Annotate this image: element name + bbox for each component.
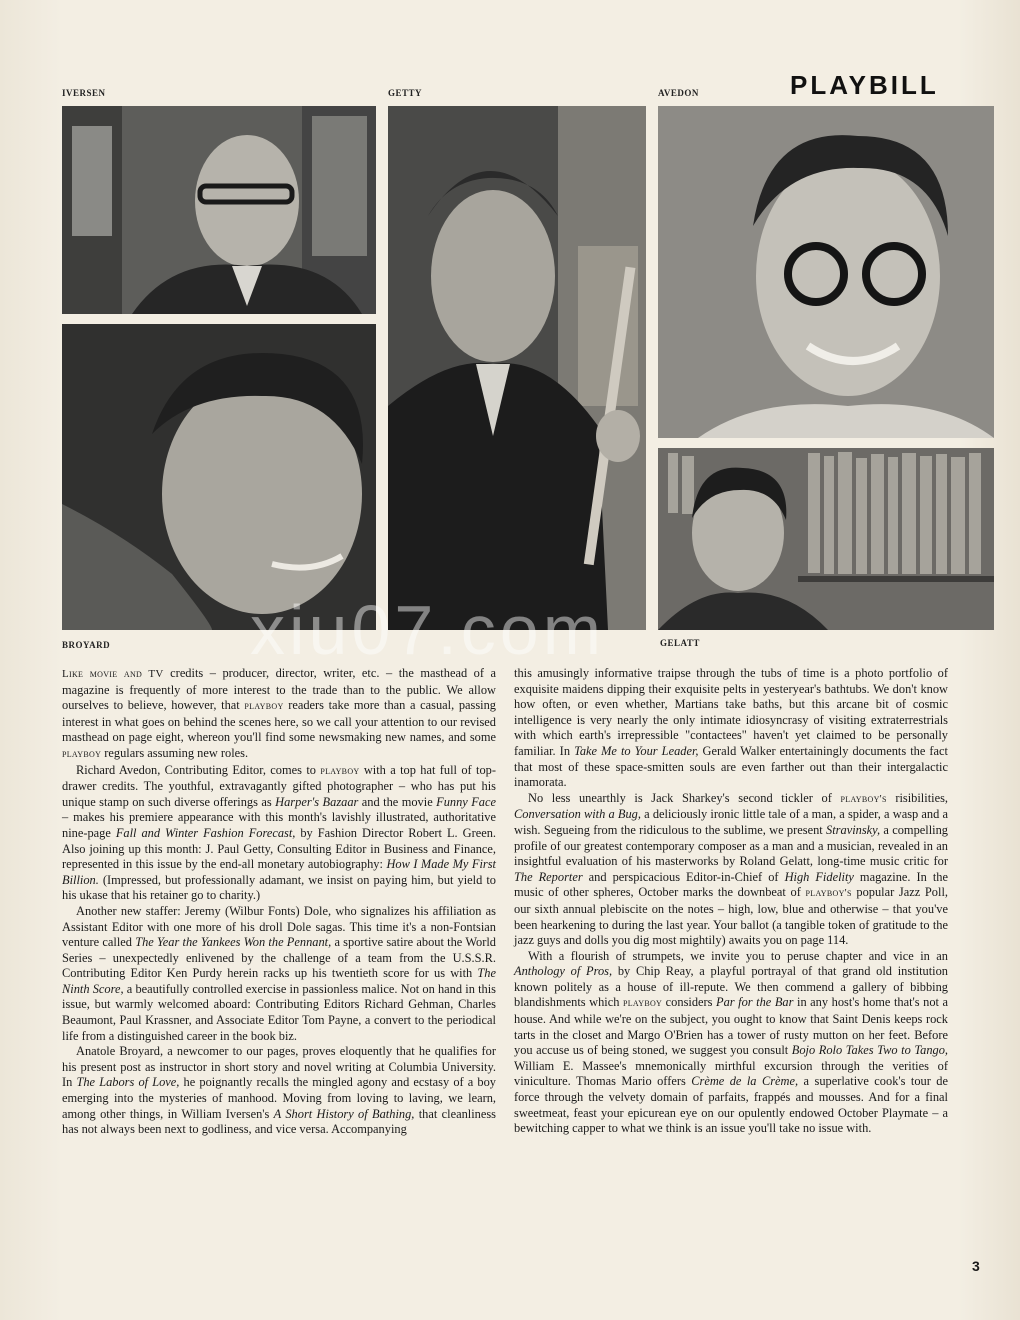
paragraph: [514, 791, 948, 949]
title-ref: High Fidelity: [784, 869, 854, 884]
photo-avedon: [658, 106, 994, 438]
text: by Fashion Director Robert L. Green. Also joining up this month: J. Paul Getty, Consulting Editor in Business and Finance, represented in this issue by the end-all monetary autobiography:: [62, 825, 496, 872]
text: regulars assuming new roles.: [101, 745, 249, 760]
playboy-mark: playboy's: [840, 792, 887, 805]
text: with a top hat full of top-drawer credits. The youthful, extravagantly gifted photographer – who has put his unique stamp on such diverse offerings as: [62, 762, 497, 809]
text: Gerald Walker entertainingly documents the fact that most of these space-smitten souls are even farther out than their intergalactic inamorata.: [514, 743, 948, 790]
text: Another new staffer: Jeremy (Wilbur Fonts) Dole, who signalizes his affiliation as Assistant Editor with one more of his droll Dole sagas. This time it's a non-Fontsian venture called: [62, 903, 496, 950]
text: and perspicacious Editor-in-Chief of: [582, 869, 785, 884]
text: No less unearthly is Jack Sharkey's second tickler of: [528, 790, 841, 805]
playboy-mark: playboy: [622, 997, 663, 1010]
text: – makes his premiere appearance with this month's lavishly illustrated, authoritative nine-page: [62, 810, 496, 840]
photo-iversen: [62, 106, 376, 314]
text: this amusingly informative traipse through the tubs of time is a photo portfolio of exquisite maidens dipping their exquisite pelts in yesteryear's bathtubs. We don't know how often, or even whether, Martians take baths, but this arcane bit of cosmic intelligence is very nearly the only intimate idiosyncrasy of visiting extraterrestrials with which earth's irrepressible "contactees" haven't yet claimed to be personally familiar. In: [514, 666, 948, 758]
text: that cleanliness has not always been next to godliness, and vice versa. Accompanying: [62, 1106, 496, 1137]
text: (Impressed, but professionally adamant, we insist on paying him, but yield to his ukase that his retainer go to charity.): [62, 872, 496, 903]
photo-gelatt: [658, 448, 994, 630]
title-ref: The Year the Yankees Won the Pennant,: [135, 935, 332, 950]
caption-getty: GETTY: [388, 88, 423, 98]
text: a beautifully controlled exercise in passionless malice. Not on hand in this issue, but warmly welcomed aboard: Contributing Editors Richard Gehman, Charles Beaumont, Paul Krassner, and Associate Editor Tom Payne, a convert to the periodical life from a distinguished career in the book biz.: [62, 981, 496, 1043]
photo-broyard: [62, 324, 376, 630]
title-ref: The Ninth Score,: [62, 966, 496, 996]
title-ref: Stravinsky,: [826, 822, 881, 837]
text: he poignantly recalls the mingled agony and ecstasy of a boy emerging into the mysteries of manhood. Moving from loving to laving, we learn, among other things, in William Iversen's: [62, 1075, 496, 1121]
article-column-left: [62, 666, 496, 1138]
title-ref: The Labors of Love,: [76, 1075, 180, 1090]
text: a deliciously ironic little tale of a man, a spider, a wasp and a wish. Segueing from the ridiculous to the sublime, we present: [514, 807, 948, 837]
text: readers take more than a casual, passing interest in what goes on behind the scenes here, so we call your attention to our revised masthead on page eight, whereon you'll find some newsmaking new names, and some: [62, 698, 497, 745]
text: risibilities,: [886, 790, 948, 805]
text: a compelling profile of our greatest contemporary composer as a man and a musician, revealed in an insightful evaluation of his masterworks by Roland Gelatt, long-time music critic for: [514, 822, 948, 869]
article-column-right: [514, 666, 948, 1137]
text: a superlative cook's tour de force through the velvety domain of parfaits, frappés and mousses. And for a final sweetmeat, feast your epicurean eye on our opulently endowed October Playmate – a bewitching capper to what we think is an issue you'll take no issue with.: [514, 1074, 949, 1136]
text: magazine. In the music of other spheres, October marks the downbeat of: [514, 869, 948, 900]
text: and the movie: [358, 794, 437, 809]
text: by Chip Reay, a playful portrayal of that grand old institution known politely as a house of ill-repute. We then commend a gallery of bibbing blandishments which: [514, 964, 948, 1010]
title-ref: The Reporter: [514, 869, 583, 884]
paragraph: [62, 904, 496, 1044]
playboy-mark: playboy: [244, 700, 284, 713]
playboy-mark: playboy's: [805, 887, 852, 900]
caption-iversen: IVERSEN: [62, 88, 106, 98]
paragraph: [62, 1044, 496, 1138]
title-ref: Crème de la Crème,: [691, 1074, 799, 1089]
caption-gelatt: GELATT: [660, 638, 700, 648]
text: considers: [662, 995, 717, 1010]
paragraph: [514, 666, 948, 791]
title-ref: A Short History of Bathing,: [273, 1106, 415, 1121]
text: a sportive satire about the World Series – unexpectedly enlivened by the challenge of a team from the U.S.S.R. Contributing Editor Ken Purdy herein racks up his twentieth score for us with: [62, 935, 496, 981]
title-ref: How I Made My First Billion.: [62, 857, 496, 887]
page-number: 3: [972, 1258, 980, 1274]
text: Richard Avedon, Contributing Editor, comes to: [76, 762, 321, 777]
playboy-mark: playboy: [62, 747, 102, 760]
text: Anatole Broyard, a newcomer to our pages, proves eloquently that he qualifies for his present post as instructor in short story and novel writing at Columbia University. In: [62, 1044, 496, 1090]
title-ref: Anthology of Pros,: [514, 964, 613, 979]
title-ref: Bojo Rolo Takes Two to Tango,: [791, 1043, 949, 1058]
paragraph: [514, 949, 948, 1137]
title-ref: Conversation with a Bug,: [514, 807, 641, 822]
photo-getty: [388, 106, 646, 630]
watermark: xiu07.com: [250, 591, 606, 669]
text: William E. Massee's mnemonically mirthful excursion through the verities of viniculture. Thomas Mario offers: [514, 1058, 948, 1089]
paragraph: [62, 666, 496, 763]
title-ref: Take Me to Your Leader,: [574, 743, 699, 758]
paragraph: [62, 763, 496, 904]
title-ref: Funny Face: [436, 794, 497, 809]
title-ref: Fall and Winter Fashion Forecast,: [115, 825, 296, 840]
page-title: PLAYBILL: [790, 70, 939, 100]
title-ref: Par for the Bar: [716, 995, 794, 1010]
title-ref: Harper's Bazaar: [275, 794, 359, 809]
text: With a flourish of strumpets, we invite you to peruse chapter and vice in an: [528, 948, 948, 963]
caption-broyard: BROYARD: [62, 640, 111, 650]
text: popular Jazz Poll, our sixth annual plebiscite on the notes – high, low, blue and otherwise – that you've been hearkening to during the last year. Your ballot (a tangible token of gratitude to the jazz guys and dolls you dig most mightily) awaits you on page 114.: [514, 885, 948, 948]
playboy-mark: playboy: [320, 764, 360, 777]
lead-in: Like movie and TV: [62, 668, 164, 680]
text: in any host's home that's not a house. And while we're on the subject, you ought to know that Saint Denis keeps rock tarts in the closet and Margo O'Brien has a tower of rusty mutton on her feet. Before you accuse us of being stoned, we suggest you consult: [514, 995, 949, 1058]
text: credits – producer, director, writer, etc. – the masthead of a magazine is frequently of more interest to the trade than to the public. We allow ourselves to believe, however, that: [62, 666, 496, 713]
caption-avedon: AVEDON: [658, 88, 699, 98]
